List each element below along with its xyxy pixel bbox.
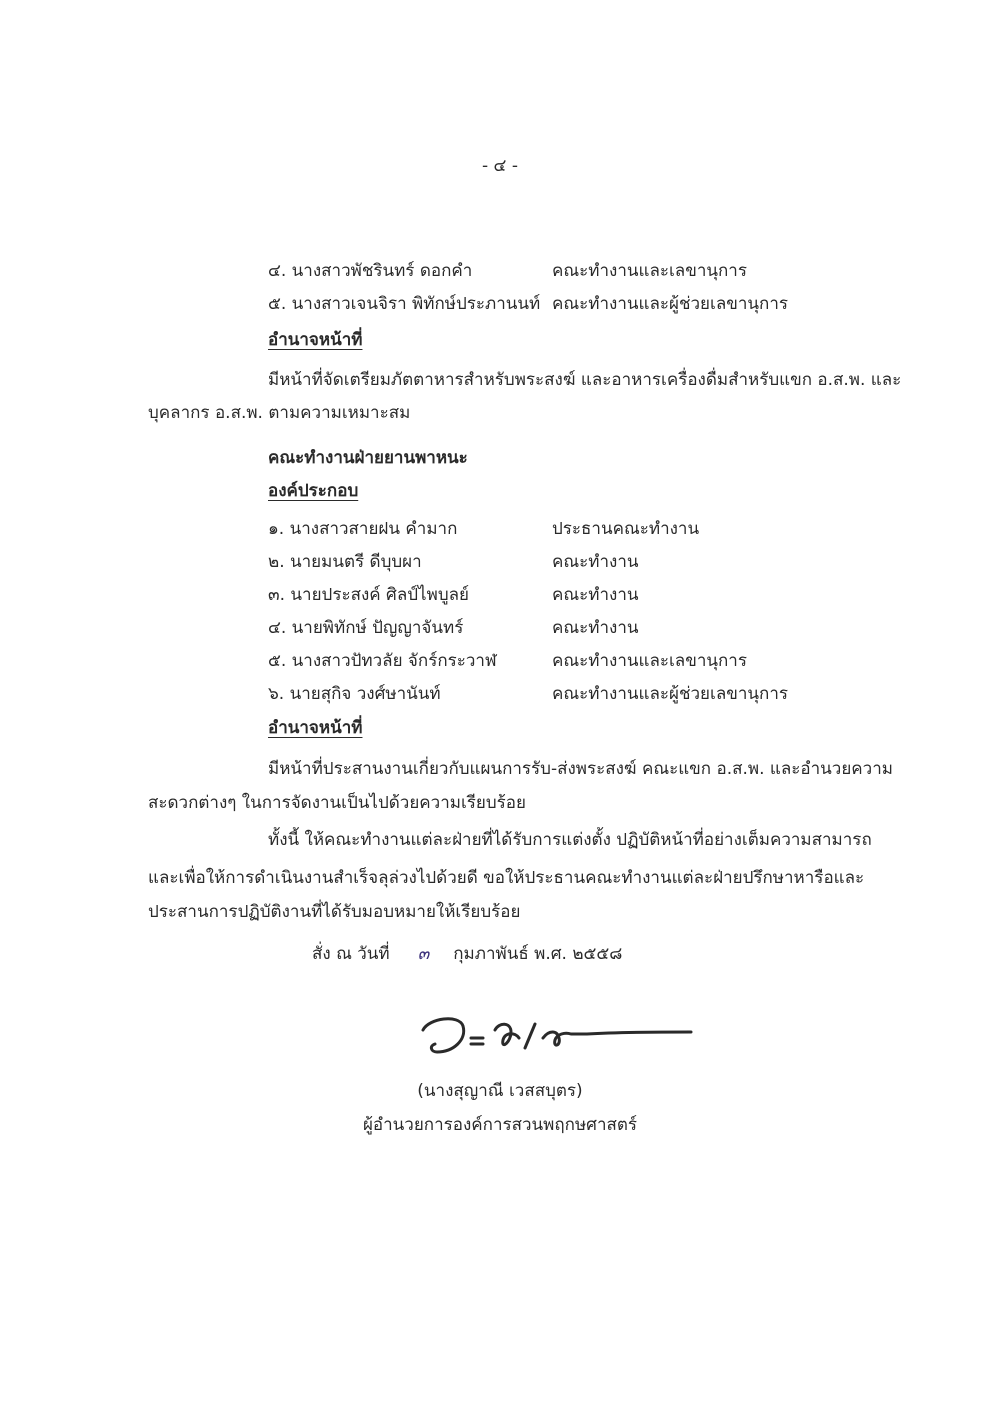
duty-heading: อำนาจหน้าที่ — [268, 330, 363, 350]
list-item — [0, 647, 1000, 671]
member-name: ๖. นายสุกิจ วงศ์ษานันท์ — [268, 684, 441, 704]
order-date-prefix: สั่ง ณ วันที่ — [312, 944, 390, 964]
list-item — [0, 515, 1000, 539]
member-name: ๔. นายพิทักษ์ ปัญญาจันทร์ — [268, 618, 464, 638]
committee-title: คณะทำงานฝ่ายยานพาหนะ — [268, 448, 468, 468]
signatory-position: ผู้อำนวยการองค์การสวนพฤกษศาสตร์ — [362, 1115, 638, 1135]
member-name: ๑. นางสาวสายฝน คำมาก — [268, 519, 458, 539]
signature — [415, 1008, 700, 1066]
duty-text-line: มีหน้าที่จัดเตรียมภัตตาหารสำหรับพระสงฆ์ และอาหารเครื่องดื่มสำหรับแขก อ.ส.พ. และ — [268, 370, 902, 390]
order-date-day: ๓ — [417, 944, 430, 964]
list-item — [0, 548, 1000, 572]
closing-text-line: และเพื่อให้การดำเนินงานสำเร็จลุล่วงไปด้วยดี ขอให้ประธานคณะทำงานแต่ละฝ่ายปรึกษาหารือและ — [148, 868, 865, 888]
list-item — [0, 257, 1000, 281]
order-date-month-year: กุมภาพันธ์ พ.ศ. ๒๕๕๘ — [453, 944, 623, 964]
page-number: - ๔ - — [482, 156, 518, 176]
signatory-name: (นางสุญาณี เวสสบุตร) — [417, 1081, 583, 1101]
member-name: ๓. นายประสงค์ ศิลป์ไพบูลย์ — [268, 585, 469, 605]
member-role: ประธานคณะทำงาน — [552, 519, 700, 539]
composition-heading: องค์ประกอบ — [268, 481, 359, 501]
closing-text-line: ประสานการปฏิบัติงานที่ได้รับมอบหมายให้เรียบร้อย — [148, 902, 521, 922]
member-role: คณะทำงานและผู้ช่วยเลขานุการ — [552, 684, 788, 704]
member-name: ๔. นางสาวพัชรินทร์ ดอกคำ — [268, 261, 473, 281]
list-item — [0, 680, 1000, 704]
member-role: คณะทำงาน — [552, 585, 639, 605]
list-item — [0, 290, 1000, 314]
member-name: ๕. นางสาวปัทวลัย จักร์กระวาฬ — [268, 651, 497, 671]
member-name: ๒. นายมนตรี ดีบุบผา — [268, 552, 422, 572]
duty-text-line: มีหน้าที่ประสานงานเกี่ยวกับแผนการรับ-ส่งพระสงฆ์ คณะแขก อ.ส.พ. และอำนวยความ — [268, 759, 893, 779]
list-item — [0, 581, 1000, 605]
member-role: คณะทำงานและเลขานุการ — [552, 651, 747, 671]
member-role: คณะทำงานและผู้ช่วยเลขานุการ — [552, 294, 788, 314]
order-date — [312, 946, 622, 963]
closing-text-line: ทั้งนี้ ให้คณะทำงานแต่ละฝ่ายที่ได้รับการแต่งตั้ง ปฏิบัติหน้าที่อย่างเต็มความสามารถ — [268, 830, 872, 850]
duty-text-line: บุคลากร อ.ส.พ. ตามความเหมาะสม — [148, 403, 411, 423]
member-name: ๕. นางสาวเจนจิรา พิทักษ์ประภานนท์ — [268, 294, 541, 314]
member-role: คณะทำงานและเลขานุการ — [552, 261, 747, 281]
member-role: คณะทำงาน — [552, 618, 639, 638]
duty-text-line: สะดวกต่างๆ ในการจัดงานเป็นไปด้วยความเรียบร้อย — [148, 793, 526, 813]
list-item — [0, 614, 1000, 638]
member-role: คณะทำงาน — [552, 552, 639, 572]
duty-heading: อำนาจหน้าที่ — [268, 718, 363, 738]
